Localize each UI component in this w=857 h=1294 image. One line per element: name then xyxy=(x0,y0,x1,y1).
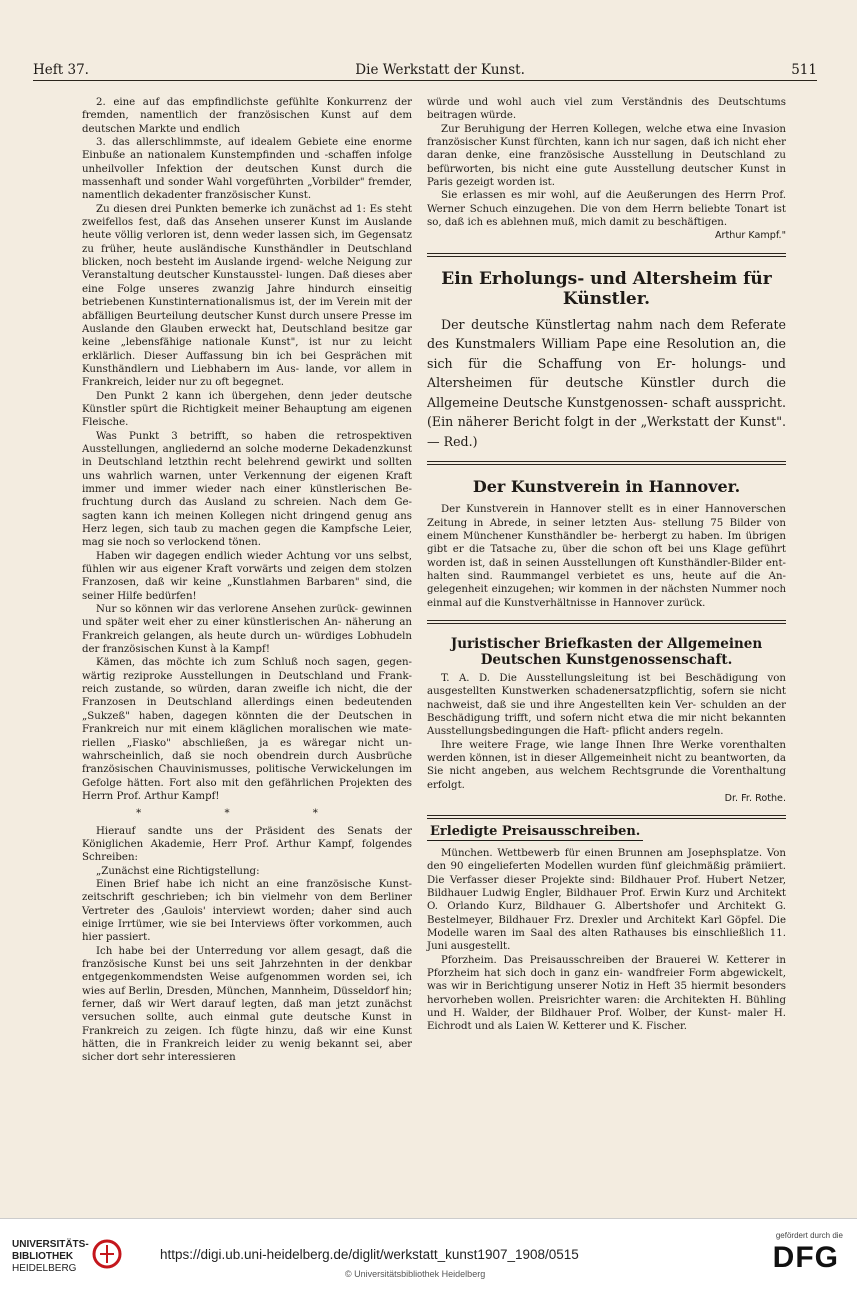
paragraph: T. A. D. Die Ausstellungsleitung ist bei Beschädigung von ausgestellten Kunstwerken schadenersatzpflichtig, sofern sie nicht nachweist, daß sie und ihre Angestellten kein Ver- schulden an der Beschädigung trifft, und sofern nicht etwa die mir nicht bekannten Ausstellungsbedingungen die Haft- pflicht anders regeln. xyxy=(427,673,786,738)
paragraph: Kämen, das möchte ich zum Schluß noch sagen, gegen- wärtig reziproke Ausstellungen in Deutschland und Frank- reich zustande, so würden, daran zweifle ich nicht, die der Franzosen in Deutschland allerdings einen bedeutenden „Sukzeß" haben, dagegen könnten die der Deutschen in Frankreich nur mit einem kläglichen moralischen wie mate- riellen „Fiasko" abschließen, ja es wäregar nicht un- wahrscheinlich, daß sie noch obendrein durch Ausbrüche französischen Chauvinismusses, politische Verwickelungen im Gefolge hätten. Fort also mit den gefährlichen Projekten des Herrn Prof. Arthur Kampf! xyxy=(82,657,412,802)
paragraph: würde und wohl auch viel zum Verständnis des Deutschtums beitragen würde. xyxy=(427,97,786,122)
permalink-url[interactable]: https://digi.ub.uni-heidelberg.de/diglit/werkstatt_kunst1907_1908/0515 xyxy=(160,1247,579,1262)
paragraph: Zu diesen drei Punkten bemerke ich zunächst ad 1: Es steht zweifellos fest, daß das Ansehen unserer Kunst im Auslande heute völlig verloren ist, denn weder lassen sich, im Gegensatz zu früher, heute ausländische Kunsthändler in Deutschland blicken, noch besteht im Auslande irgend- welche Neigung zur Veranstaltung deutscher Kunstausstel- lungen. Daß dieses aber eine Folge unseres zwanzig Jahre hindurch einseitig betriebenen Kunstinternationalismus ist, der im Verein mit der abfälligen Beurteilung deutscher Kunst durch unsere Presse im Auslande den Glauben erweckt hat, Deutschland besitze gar keine „lebensfähige nationale Kunst", ist nur zu leicht erklärlich. Dieser Auffassung bin ich bei Gesprächen mit Kunsthändlern und Liebhabern im Aus- lande, vor allem in Frankreich, leider nur zu oft begegnet. xyxy=(82,203,412,389)
page-number: 511 xyxy=(791,62,817,78)
section-divider: * * * xyxy=(136,808,358,820)
paragraph: Haben wir dagegen endlich wieder Achtung vor uns selbst, fühlen wir aus eigener Kraft vorwärts und zeigen dem stolzen Franzosen, daß wir keine „Kunstlahmen Barbaren" sind, die seiner Hilfe bedürfen! xyxy=(82,550,412,602)
paragraph: Den Punkt 2 kann ich übergehen, denn jeder deutsche Künstler spürt die Richtigkeit meiner Behauptung am eigenen Fleische. xyxy=(82,390,412,429)
copyright-notice: © Universitätsbibliothek Heidelberg xyxy=(345,1269,486,1279)
paragraph: Der deutsche Künstlertag nahm nach dem Referate des Kunstmalers William Pape eine Resolution an, die sich für die Schaffung von Er- holungs- und Altersheimen für deutsche Künstler durch die Allgemeine Deutsche Kunstgenossen- schaft ausspricht. (Ein näherer Bericht folgt in der „Werkstatt der Kunst". — Red.) xyxy=(427,316,786,449)
divider xyxy=(427,620,786,624)
logo-line: BIBLIOTHEK xyxy=(12,1251,74,1262)
paragraph: München. Wettbewerb für einen Brunnen am Josephsplatze. Von den 90 eingelieferten Modellen wurden fünf gleichmäßig prämiiert. Die Verfasser dieser Projekte sind: Bildhauer Prof. Hubert Netzer, Bildhauer Ludwig Engler, Bildhauer Prof. Erwin Kurz und Architekt O. Orlando Kurz, Bildhauer G. Albertshofer und Architekt G. Bestelmeyer, Bildhauer Frz. Drexler und Architekt Karl Göpfel. Die Modelle waren im Saal des alten Rathauses bis einschließlich 11. Juni ausgestellt. xyxy=(427,847,786,953)
paragraph: Einen Brief habe ich nicht an eine französische Kunst- zeitschrift geschrieben; ich bin vielmehr von dem Berliner Vertreter des ‚Gaulois' interviewt worden; daher sind auch einige Irrtümer, wie sie bei Interviews öfter vorkommen, auch hier passiert. xyxy=(82,878,412,944)
paragraph: Der Kunstverein in Hannover stellt es in einer Hannoverschen Zeitung in Abrede, in seiner letzten Aus- stellung 75 Bilder von einem Münchener Kunsthändler be- herbergt zu haben. Im übrigen gibt er die Tatsache zu, über die schon oft bei uns Klage geführt worden ist, daß in seinen Ausstellungen oft Kunsthändler-Bilder ent- halten sind. Raummangel verbietet es uns, heute auf die An- gelegenheit einzugehen; wir kommen in der nächsten Nummer noch einmal auf die Kunstverhältnisse in Hannover zurück. xyxy=(427,504,786,609)
divider xyxy=(427,253,786,257)
divider xyxy=(427,461,786,465)
heading-kunstverein: Der Kunstverein in Hannover. xyxy=(472,477,741,497)
heading-erholungsheim: Ein Erholungs- und Altersheim für Künstler. xyxy=(441,268,772,309)
running-header xyxy=(33,56,817,81)
right-column xyxy=(427,96,786,1034)
logo-line: HEIDELBERG xyxy=(12,1263,77,1274)
paragraph: Hierauf sandte uns der Präsident des Senats der Königlichen Akademie, Herr Prof. Arthur Kampf, folgendes Schreiben: xyxy=(82,825,412,864)
signature: Arthur Kampf." xyxy=(714,230,786,242)
issue-number: Heft 37. xyxy=(33,62,89,78)
paragraph: Was Punkt 3 betrifft, so haben die retrospektiven Ausstellungen, angliedernd an solche moderne Dekadenzkunst in Deutschland letzthin recht belehrend gewirkt und sollten uns wahrlich warnen, unter Verkennung der eigenen Kraft immer und immer wieder nach einer künstlerischen Be- fruchtung durch das Ausland zu schreien. Nach dem Ge- sagten kann ich meinen Kollegen nicht dringend genug ans Herz legen, sich taub zu machen gegen die Kampfsche Leier, mag sie noch so verlockend tönen. xyxy=(82,430,412,549)
journal-title: Die Werkstatt der Kunst. xyxy=(355,62,525,78)
paragraph: Pforzheim. Das Preisausschreiben der Brauerei W. Ketterer in Pforzheim hat sich doch in ganz ein- wandfreier Form abgewickelt, was wir in Berichtigung unserer Notiz in Heft 35 hiermit besonders hervorheben wollen. Preisrichter waren: die Architekten H. Bühling und H. Walder, der Bildhauer Prof. Wolber, der Kunst- maler H. Eichrodt und als Laien W. Ketterer und K. Fischer. xyxy=(427,954,786,1033)
dfg-logo[interactable]: DFG xyxy=(772,1241,839,1274)
left-column xyxy=(82,96,412,1065)
library-logo[interactable] xyxy=(12,1239,89,1275)
library-seal-icon xyxy=(92,1237,122,1271)
heading-preisausschreiben-wrap xyxy=(427,825,786,840)
divider xyxy=(427,815,786,819)
paragraph: Zur Beruhigung der Herren Kollegen, welche etwa eine Invasion französischer Kunst fürchten, kann ich nur sagen, daß ich nicht eher daran denke, eine französische Ausstellung in Deutschland zu befürworten, bis nicht eine gute Ausstellung deutscher Kunst in Paris gezeigt worden ist. xyxy=(427,123,786,189)
heading-briefkasten: Juristischer Briefkasten der Allgemeinen Deutschen Kunstgenossenschaft. xyxy=(450,636,763,669)
viewer-footer xyxy=(0,1218,857,1294)
heading-preisausschreiben: Erledigte Preisausschreiben. xyxy=(427,825,643,840)
paragraph: Sie erlassen es mir wohl, auf die Aeußerungen des Herrn Prof. Werner Schuch einzugehen. Die von dem Herrn beliebte Tonart ist so, daß ich es ablehnen muß, mich damit zu beschäftigen. xyxy=(427,190,786,229)
signature: Dr. Fr. Rothe. xyxy=(724,793,786,805)
paragraph: 3. das allerschlimmste, auf idealem Gebiete eine enorme Einbuße an nationalem Kunstempfinden und -schaffen infolge unheilvoller Infektion der deutschen Kunst durch die massenhaft und sonder Wahl vorgeführten „Vorbilder" fremder, namentlich dekadenter französischer Kunst. xyxy=(82,137,412,202)
paragraph: Ich habe bei der Unterredung vor allem gesagt, daß die französische Kunst bei uns seit Jahrzehnten in der denkbar entgegenkommendsten Weise aufgenommen worden sei, ich wies auf Berlin, Dresden, München, Mannheim, Düsseldorf hin; ferner, daß wir Wert darauf legten, daß man jetzt zunächst versuchen sollte, auch einmal gute deutsche Kunst in Frankreich zu zeigen. Ich fügte hinzu, daß wir eine Kunst hätten, die in Frankreich leider zu wenig bekannt sei, aber sicher dort sehr interessieren xyxy=(82,945,412,1064)
paragraph: 2. eine auf das empfindlichste gefühlte Konkurrenz der fremden, namentlich der französischen Kunst auf dem deutschen Markte und endlich xyxy=(82,97,412,135)
paragraph: „Zunächst eine Richtigstellung: xyxy=(96,865,260,877)
funding-note: gefördert durch die xyxy=(775,1231,843,1240)
paragraph: Nur so können wir das verlorene Ansehen zurück- gewinnen und später weit eher zu einer künstlerischen An- näherung an Frankreich gelangen, als heute durch un- würdiges Lobhudeln der französischen Kunst à la Kampf! xyxy=(82,604,412,656)
paragraph: Ihre weitere Frage, wie lange Ihnen Ihre Werke vorenthalten werden können, ist in dieser Allgemeinheit nicht zu beantworten, da Sie nicht angeben, aus welchem Rechtsgrunde die Vorenthaltung erfolgt. xyxy=(427,739,786,791)
logo-line: UNIVERSITÄTS- xyxy=(12,1239,89,1250)
